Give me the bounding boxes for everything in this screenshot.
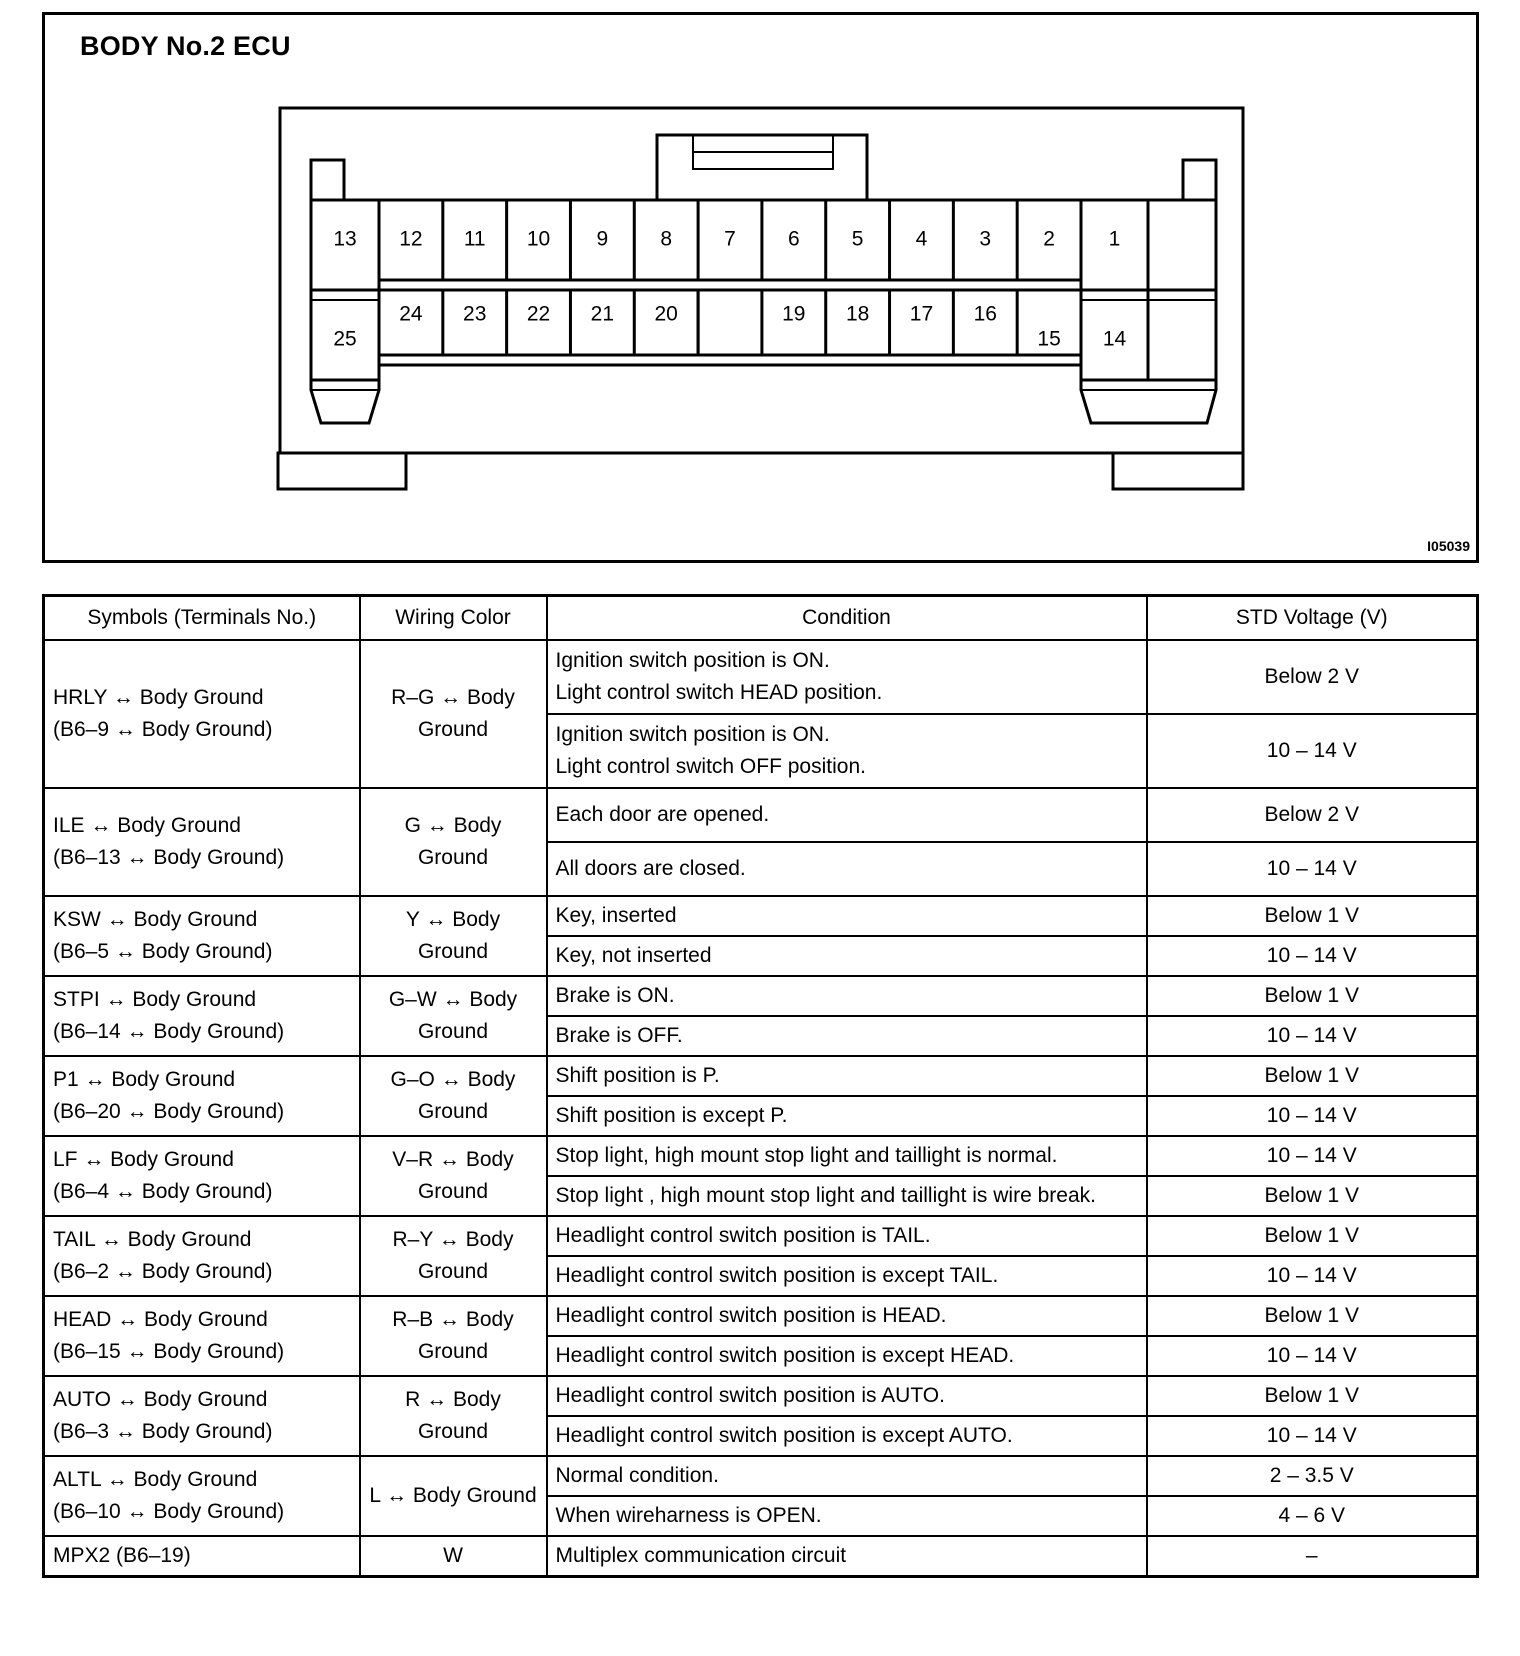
condition-cell [547, 1416, 1147, 1456]
wiring-color: R–G ↔ Body [391, 686, 515, 709]
wiring-color: V–R ↔ Body [392, 1148, 514, 1171]
terminal-3: 3 [979, 227, 992, 251]
terminal-11: 11 [463, 227, 486, 251]
terminal-19: 19 [782, 302, 806, 326]
std-voltage-cell: – [1147, 1536, 1478, 1577]
std-voltage-cell: 10 – 14 V [1147, 1016, 1478, 1056]
symbol-cell [44, 1376, 360, 1456]
std-voltage-cell: Below 2 V [1147, 788, 1478, 842]
std-voltage-cell: 10 – 14 V [1147, 714, 1478, 788]
symbol-name: ILE ↔ Body Ground [53, 814, 241, 837]
wiring-color-cell [360, 896, 547, 976]
condition-cell [547, 788, 1147, 842]
symbol-cell [44, 1056, 360, 1136]
std-voltage-cell: Below 1 V [1147, 1296, 1478, 1336]
condition-text: Headlight control switch position is except HEAD. [555, 1344, 1015, 1367]
condition-cell: Multiplex communication circuit [547, 1536, 1147, 1577]
header-std-voltage: STD Voltage (V) [1147, 596, 1478, 641]
symbol-cell [44, 788, 360, 896]
std-voltage-cell: 10 – 14 V [1147, 936, 1478, 976]
table-row [44, 976, 1478, 1016]
wiring-color-cell [360, 788, 547, 896]
terminal-pair: (B6–3 ↔ Body Ground) [53, 1420, 273, 1443]
condition-text: Normal condition. [555, 1464, 719, 1487]
condition-text: Headlight control switch position is AUTO. [555, 1384, 945, 1407]
condition-cell [547, 1336, 1147, 1376]
wiring-color: R ↔ Body [405, 1388, 501, 1411]
wiring-color: L ↔ Body Ground [369, 1484, 537, 1507]
std-voltage-cell: 10 – 14 V [1147, 1136, 1478, 1176]
ecu-connector-drawing [45, 15, 1476, 560]
condition-cell [547, 1096, 1147, 1136]
std-voltage-cell: 2 – 3.5 V [1147, 1456, 1478, 1496]
std-voltage-cell: Below 2 V [1147, 640, 1478, 714]
wiring-color-cont: Ground [417, 1260, 489, 1283]
wiring-color-cell [360, 1296, 547, 1376]
condition-cell [547, 1256, 1147, 1296]
std-voltage-cell: 10 – 14 V [1147, 1336, 1478, 1376]
table-row [44, 1296, 1478, 1336]
terminal-9: 9 [596, 227, 609, 251]
terminal-13: 13 [333, 227, 357, 251]
symbol-name: ALTL ↔ Body Ground [53, 1468, 258, 1491]
condition-cell [547, 1056, 1147, 1096]
condition-cell [547, 1016, 1147, 1056]
terminal-pair: (B6–14 ↔ Body Ground) [53, 1020, 285, 1043]
connector-foot-left [278, 453, 406, 489]
wiring-color-cont: Ground [417, 1180, 489, 1203]
terminal-23: 23 [463, 302, 487, 326]
condition-text: Stop light, high mount stop light and taillight is normal. [555, 1144, 1058, 1167]
terminal-20: 20 [654, 302, 678, 326]
condition-cell [547, 1176, 1147, 1216]
condition-text-cont: Light control switch OFF position. [555, 755, 866, 778]
terminal-18: 18 [845, 302, 870, 326]
connector-latch [657, 135, 867, 200]
wiring-color: G–W ↔ Body [388, 988, 518, 1011]
condition-cell [547, 640, 1147, 714]
terminal-12: 12 [399, 227, 423, 251]
terminal-15: 15 [1037, 327, 1061, 351]
terminal-6: 6 [787, 227, 800, 251]
std-voltage-cell: 10 – 14 V [1147, 1096, 1478, 1136]
terminal-8: 8 [660, 227, 673, 251]
wiring-color-cell [360, 1376, 547, 1456]
condition-text: Ignition switch position is ON. [555, 649, 830, 672]
symbol-cell [44, 976, 360, 1056]
wiring-color-cell [360, 1056, 547, 1136]
table-row [44, 1456, 1478, 1496]
symbol-name: HRLY ↔ Body Ground [53, 686, 264, 709]
connector-foot-right [1113, 453, 1243, 489]
condition-cell [547, 1136, 1147, 1176]
condition-text: Stop light , high mount stop light and taillight is wire break. [555, 1184, 1096, 1207]
std-voltage-cell: Below 1 V [1147, 1376, 1478, 1416]
table-row-mpx2 [44, 1536, 1478, 1577]
condition-text: Headlight control switch position is except TAIL. [555, 1264, 999, 1287]
wiring-color-cell [360, 640, 547, 788]
wiring-color-cont: Ground [417, 1340, 489, 1363]
table-row [44, 1136, 1478, 1176]
symbol-name: AUTO ↔ Body Ground [53, 1388, 268, 1411]
std-voltage-cell: Below 1 V [1147, 1176, 1478, 1216]
wiring-color-cell [360, 1136, 547, 1216]
std-voltage-cell: Below 1 V [1147, 1056, 1478, 1096]
table-row [44, 1376, 1478, 1416]
terminal-pair: (B6–10 ↔ Body Ground) [53, 1500, 285, 1523]
terminal-25: 25 [333, 327, 357, 351]
condition-text: Key, not inserted [555, 944, 712, 967]
condition-text: Headlight control switch position is HEAD. [555, 1304, 947, 1327]
terminal-voltage-table [42, 594, 1479, 1578]
table-row [44, 788, 1478, 842]
symbol-name: LF ↔ Body Ground [53, 1148, 234, 1171]
condition-text-cont: Light control switch HEAD position. [555, 681, 883, 704]
terminal-22: 22 [526, 302, 551, 326]
terminal-pair: (B6–20 ↔ Body Ground) [53, 1100, 285, 1123]
terminal-pair: (B6–13 ↔ Body Ground) [53, 846, 285, 869]
wiring-color-cont: Ground [417, 1420, 489, 1443]
table-row [44, 640, 1478, 714]
condition-cell [547, 714, 1147, 788]
figure-id: I05039 [1427, 538, 1470, 554]
terminal-24: 24 [399, 302, 423, 326]
diagram-title: BODY No.2 ECU [80, 31, 291, 61]
terminal-4: 4 [915, 227, 928, 251]
condition-text: Key, inserted [555, 904, 677, 927]
terminal-16: 16 [973, 302, 997, 326]
condition-text: Headlight control switch position is except AUTO. [555, 1424, 1013, 1447]
std-voltage-cell: Below 1 V [1147, 976, 1478, 1016]
wiring-color: G–O ↔ Body [390, 1068, 516, 1091]
symbol-cell [44, 1456, 360, 1536]
wiring-color-cont: Ground [417, 940, 489, 963]
std-voltage-cell: Below 1 V [1147, 896, 1478, 936]
symbol-name: P1 ↔ Body Ground [53, 1068, 236, 1091]
terminal-17: 17 [909, 302, 934, 326]
condition-text: All doors are closed. [555, 857, 746, 880]
condition-text: Shift position is except P. [555, 1104, 788, 1127]
std-voltage-cell: Below 1 V [1147, 1216, 1478, 1256]
std-voltage-cell: 10 – 14 V [1147, 842, 1478, 896]
symbol-cell [44, 1216, 360, 1296]
terminal-pair: (B6–9 ↔ Body Ground) [53, 718, 273, 741]
wiring-color-cont: Ground [417, 718, 489, 741]
table-row [44, 896, 1478, 936]
table-row [44, 1056, 1478, 1096]
connector-diagram-panel [42, 12, 1479, 563]
wiring-color-cont: Ground [417, 1100, 489, 1123]
std-voltage-cell: 10 – 14 V [1147, 1416, 1478, 1456]
wiring-color: R–Y ↔ Body [392, 1228, 514, 1251]
terminal-10: 10 [526, 227, 551, 251]
symbol-cell: MPX2 (B6–19) [44, 1536, 360, 1577]
condition-cell [547, 936, 1147, 976]
condition-cell [547, 1456, 1147, 1496]
condition-text: Brake is ON. [555, 984, 675, 1007]
wiring-color: Y ↔ Body [405, 908, 501, 931]
terminal-7: 7 [724, 227, 736, 251]
symbol-name: STPI ↔ Body Ground [53, 988, 257, 1011]
wiring-color-cell: W [360, 1536, 547, 1577]
wiring-color: R–B ↔ Body [392, 1308, 514, 1331]
tab-left [311, 160, 344, 200]
tab-right [1183, 160, 1216, 200]
condition-cell [547, 976, 1147, 1016]
terminal-2: 2 [1043, 227, 1055, 251]
terminal-pair: (B6–15 ↔ Body Ground) [53, 1340, 285, 1363]
terminal-pair: (B6–5 ↔ Body Ground) [53, 940, 273, 963]
wiring-color-cell [360, 1456, 547, 1536]
wiring-color-cell [360, 1216, 547, 1296]
header-condition: Condition [547, 596, 1147, 641]
terminal-pair: (B6–2 ↔ Body Ground) [53, 1260, 273, 1283]
terminal-14: 14 [1102, 327, 1127, 351]
condition-cell [547, 896, 1147, 936]
symbol-cell [44, 1136, 360, 1216]
wiring-color-cont: Ground [417, 846, 489, 869]
header-symbols: Symbols (Terminals No.) [44, 596, 360, 641]
std-voltage-cell: 10 – 14 V [1147, 1256, 1478, 1296]
condition-text: Ignition switch position is ON. [555, 723, 830, 746]
condition-text: Headlight control switch position is TAIL. [555, 1224, 931, 1247]
symbol-name: TAIL ↔ Body Ground [53, 1228, 252, 1251]
std-voltage-cell: 4 – 6 V [1147, 1496, 1478, 1536]
symbol-cell [44, 640, 360, 788]
symbol-name: HEAD ↔ Body Ground [53, 1308, 268, 1331]
symbol-cell [44, 896, 360, 976]
symbol-cell [44, 1296, 360, 1376]
terminal-1: 1 [1108, 227, 1121, 251]
table-row [44, 1216, 1478, 1256]
wiring-color: G ↔ Body [404, 814, 502, 837]
header-wiring-color: Wiring Color [360, 596, 547, 641]
condition-cell [547, 1296, 1147, 1336]
condition-text: Shift position is P. [555, 1064, 720, 1087]
table-header-row [44, 596, 1478, 641]
condition-cell [547, 1376, 1147, 1416]
condition-text: Brake is OFF. [555, 1024, 683, 1047]
condition-cell [547, 1496, 1147, 1536]
wiring-color-cell [360, 976, 547, 1056]
symbol-name: KSW ↔ Body Ground [53, 908, 258, 931]
terminal-21: 21 [590, 302, 615, 326]
condition-cell [547, 842, 1147, 896]
condition-cell [547, 1216, 1147, 1256]
wiring-color-cont: Ground [417, 1020, 489, 1043]
condition-text: Each door are opened. [555, 803, 770, 826]
terminal-pair: (B6–4 ↔ Body Ground) [53, 1180, 273, 1203]
terminal-5: 5 [851, 227, 864, 251]
condition-text: When wireharness is OPEN. [555, 1504, 822, 1527]
